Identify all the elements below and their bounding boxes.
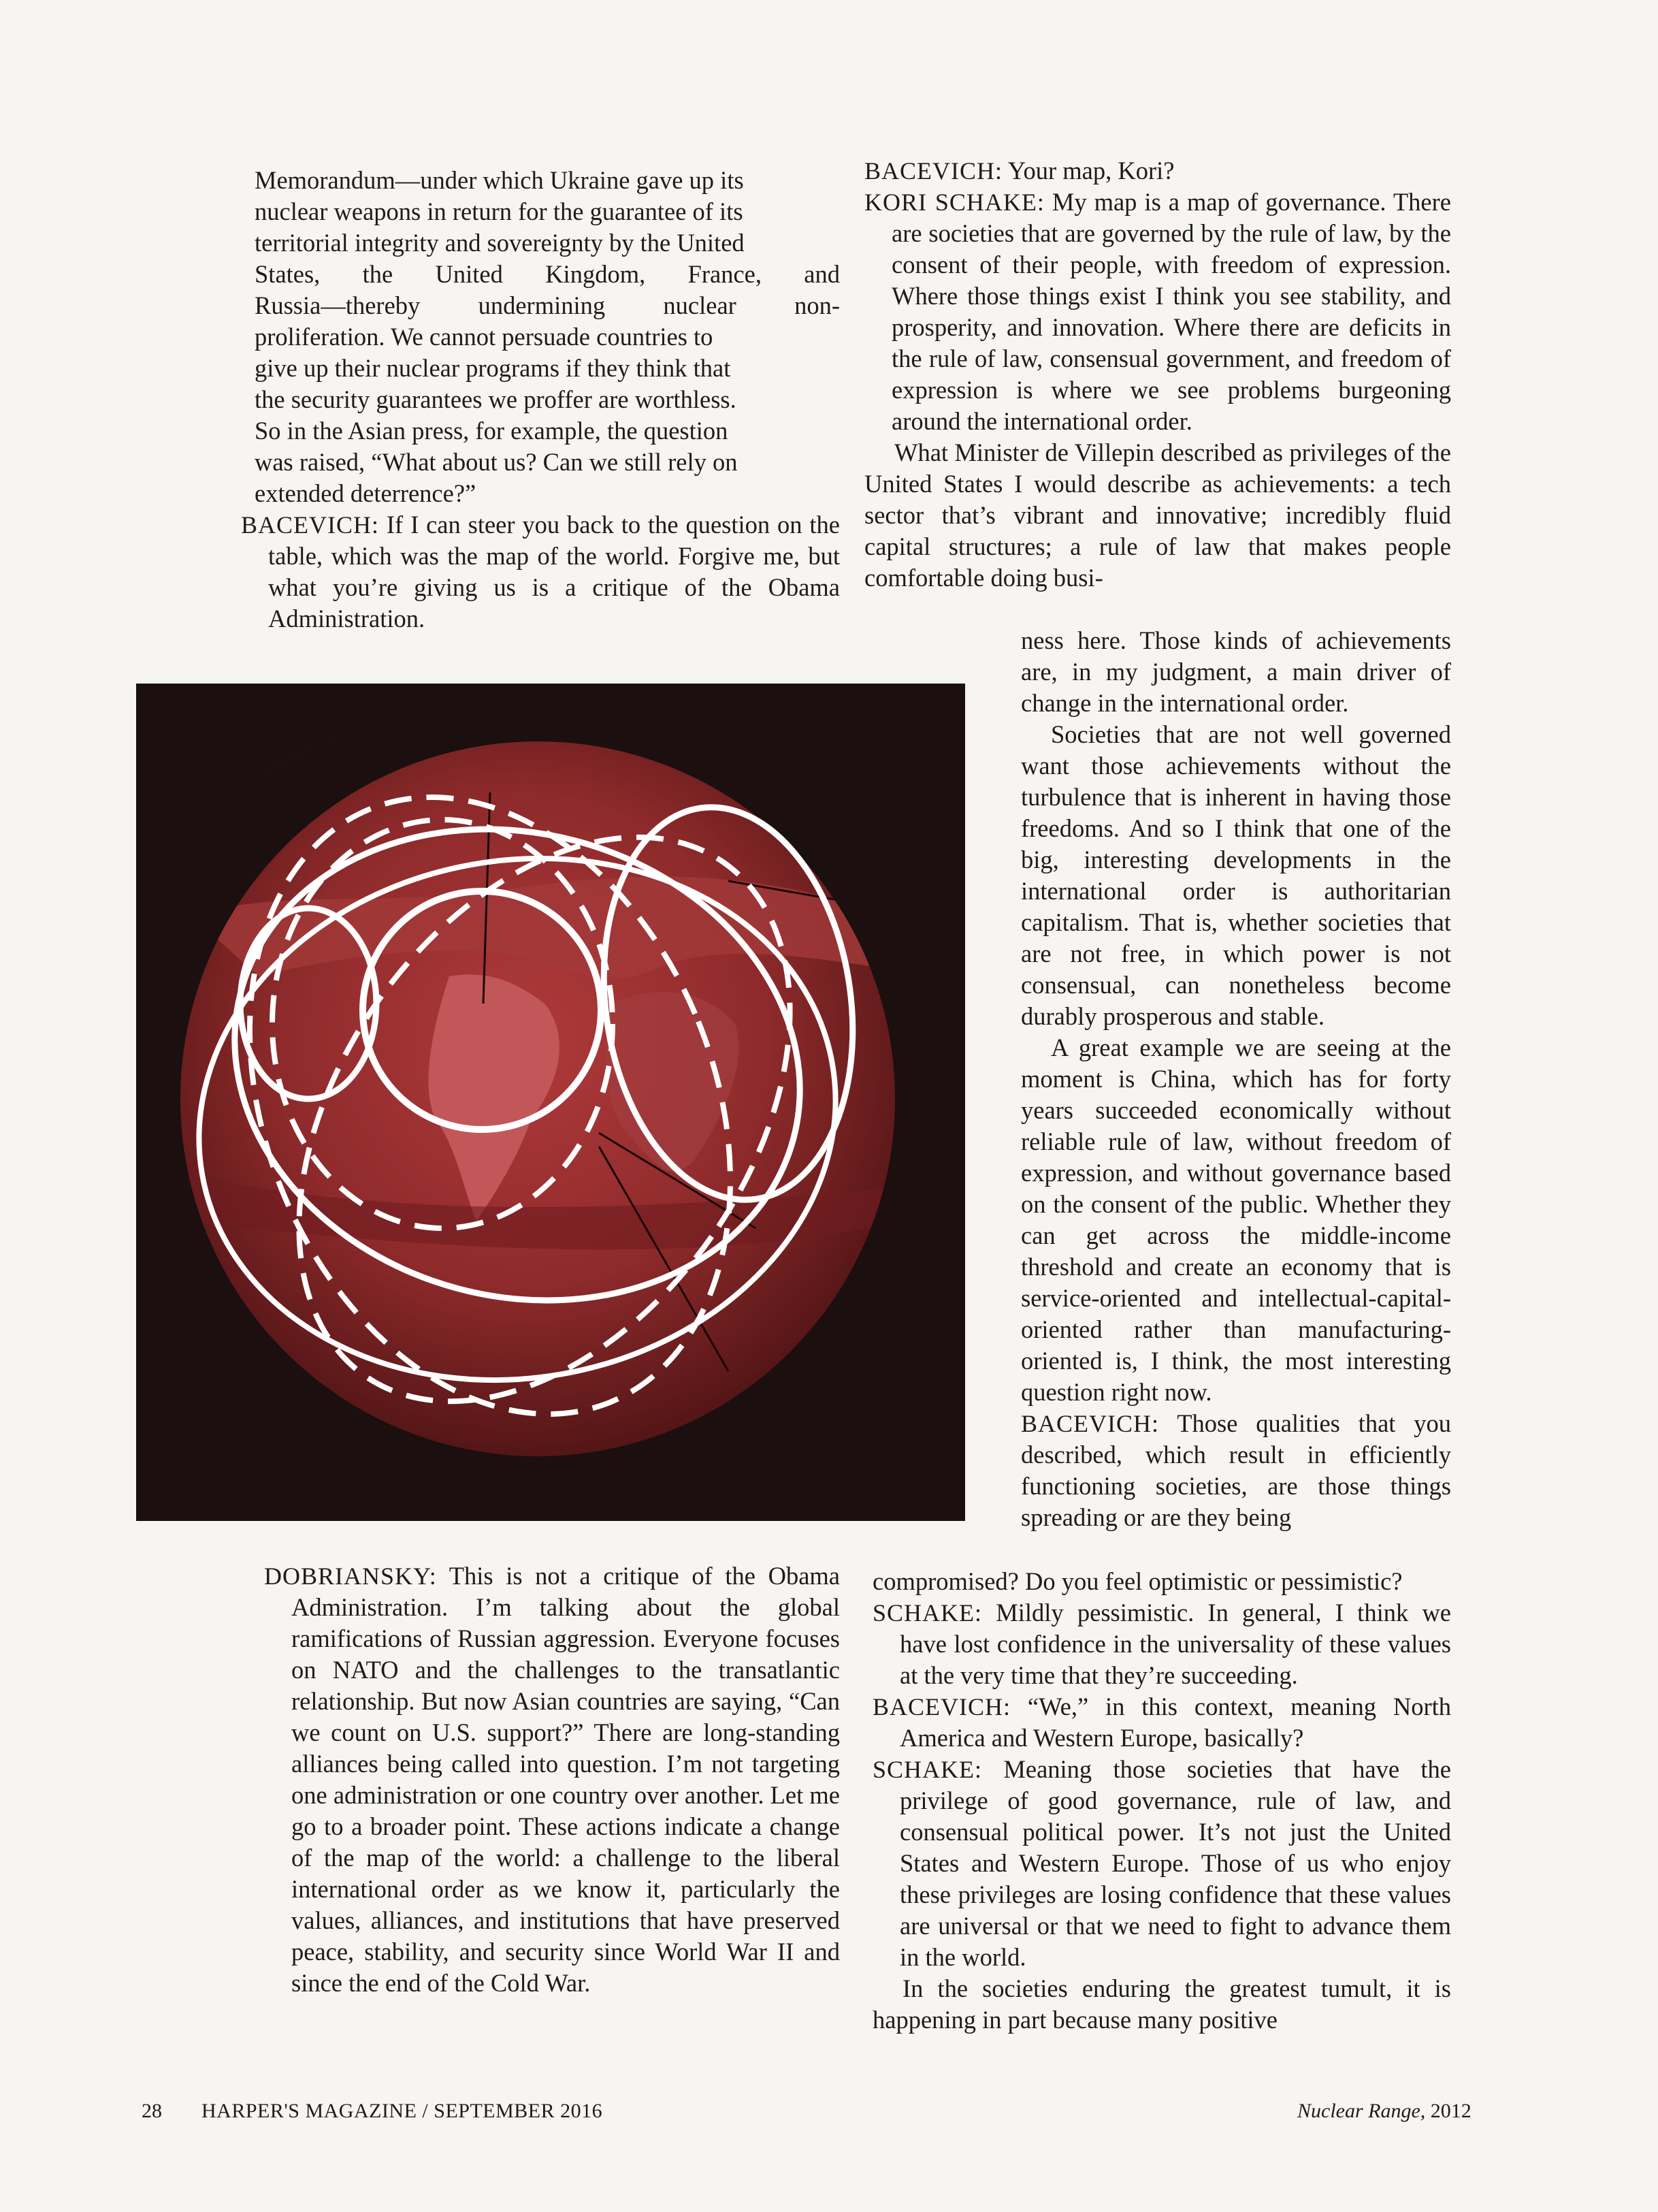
schake-privilege [873,1754,1451,1973]
speaker-label: BACEVICH: [873,1693,1011,1720]
caption-title: Nuclear Range, [1297,2100,1426,2122]
schake-pessimistic [873,1597,1451,1691]
memorandum-line-2: nuclear weapons in return for the guarantee of its [255,197,743,225]
memorandum-line-9: So in the Asian press, for example, the question [255,417,728,445]
speaker-label: SCHAKE: [873,1756,983,1783]
nuclear-range-artwork [136,684,965,1521]
speaker-label: BACEVICH: [1021,1410,1160,1437]
memorandum-line-1: Memorandum—under which Ukraine gave up its [255,166,744,194]
bacevich-qualities [1021,1408,1451,1533]
bacevich-question [241,509,840,635]
memorandum-line-10: was raised, “What about us? Can we still rely on [255,448,738,476]
speech-text: Mildly pessimistic. In general, I think we have lost confidence in the universality of these values at the very time that they’re succeeding. [900,1599,1451,1689]
right-column-top [864,155,1451,594]
speech-text: “We,” in this context, meaning North America and Western Europe, basically? [900,1693,1452,1752]
speaker-label: BACEVICH: [864,157,1003,185]
page-number: 28 [142,2100,162,2122]
speaker-label: BACEVICH: [241,511,380,539]
speaker-label: DOBRIANSKY: [264,1562,437,1590]
achievements-continuation: ness here. Those kinds of achievements are, in my judgment, a main driver of change in the international order. [1021,626,1451,717]
memorandum-line-5: Russia—thereby undermining nuclear non- [255,291,840,319]
memorandum-line-6: proliferation. We cannot persuade countries to [255,323,713,351]
globe-illustration [136,684,965,1521]
right-column-bottom [873,1566,1451,2036]
villepin-paragraph: What Minister de Villepin described as privileges of the United States I would describe as achievements: a tech sector that’s vibrant and innovative; incredibly fluid capital structures; a rule of law that makes people comfortable doing busi- [864,438,1451,592]
compromised-line: compromised? Do you feel optimistic or pessimistic? [873,1567,1403,1595]
masthead: HARPER'S MAGAZINE / SEPTEMBER 2016 [201,2100,603,2122]
memorandum-line-3: territorial integrity and sovereignty by the United [255,229,745,257]
speaker-label: KORI SCHAKE: [864,189,1045,216]
speech-text: Those qualities that you described, which result in efficiently functioning societies, are those things spreading or are they being [1021,1409,1451,1531]
memorandum-line-8: the security guarantees we proffer are worthless. [255,385,736,413]
left-column-bottom [264,1560,840,1999]
dobriansky-response [264,1560,840,1999]
speaker-label: SCHAKE: [873,1599,983,1626]
memorandum-line-11: extended deterrence?” [255,479,476,507]
speech-text: Your map, Kori? [1007,157,1175,185]
schake-map [864,187,1451,437]
bacevich-prompt [864,155,1451,187]
right-column-narrow [1021,625,1451,1533]
bacevich-we [873,1691,1451,1754]
speech-text: Meaning those societies that have the privilege of good governance, rule of law, and consensual political power. It’s not just the United States and Western Europe. Those of us who enjoy these privileges are losing confidence that these values are universal or that we need to fight to advance them in the world. [900,1755,1452,1971]
speech-text: This is not a critique of the Obama Administration. I’m talking about the global ramifications of Russian aggression. Everyone focuses on NATO and the challenges to the transatlantic relationship. But now Asian countries are saying, “Can we count on U.S. support?” There are long-standing alliances being called into question. I’m not targeting one administration or one country over another. Let me go to a broader point. These actions indicate a change of the map of the world: a challenge to the liberal international order as we know it, particularly the values, alliances, and institutions that have preserved peace, stability, and security since World War II and since the end of the Cold War. [291,1562,841,1997]
left-column-top [241,165,840,635]
caption-year: 2012 [1430,2100,1472,2122]
speech-text: If I can steer you back to the question on the table, which was the map of the world. Forgive me, but what you’re giving us is a critique of the Obama Administration. [268,511,840,632]
memorandum-line-7: give up their nuclear programs if they think that [255,354,731,382]
speech-text: My map is a map of governance. There are societies that are governed by the rule of law, by the consent of their people, with freedom of expression. Where those things exist I think you see stability, and prosperity, and innovation. Where there are deficits in the rule of law, consensual government, and freedom of expression is where we see problems burgeoning around the international order. [892,188,1451,435]
china-paragraph: A great example we are seeing at the moment is China, which has for forty years succeeded economically without reliable rule of law, without freedom of expression, and without governance based on the consent of the public. Whether they can get across the middle-income threshold and create an economy that is service-oriented and intellectual-capital-oriented rather than manufacturing-oriented is, I think, the most interesting question right now. [1021,1033,1451,1406]
artwork-caption [1297,2100,1472,2123]
memorandum-line-4: States, the United Kingdom, France, and [255,260,840,288]
authoritarian-capitalism-paragraph: Societies that are not well governed want those achievements without the turbulence that is inherent in having those freedoms. And so I think that one of the big, interesting developments in the international order is authoritarian capitalism. That is, whether societies that are not free, in which power is not consensual, can nonetheless become durably prosperous and stable. [1021,720,1451,1030]
tumult-paragraph: In the societies enduring the greatest tumult, it is happening in part because many positive [873,1974,1451,2034]
